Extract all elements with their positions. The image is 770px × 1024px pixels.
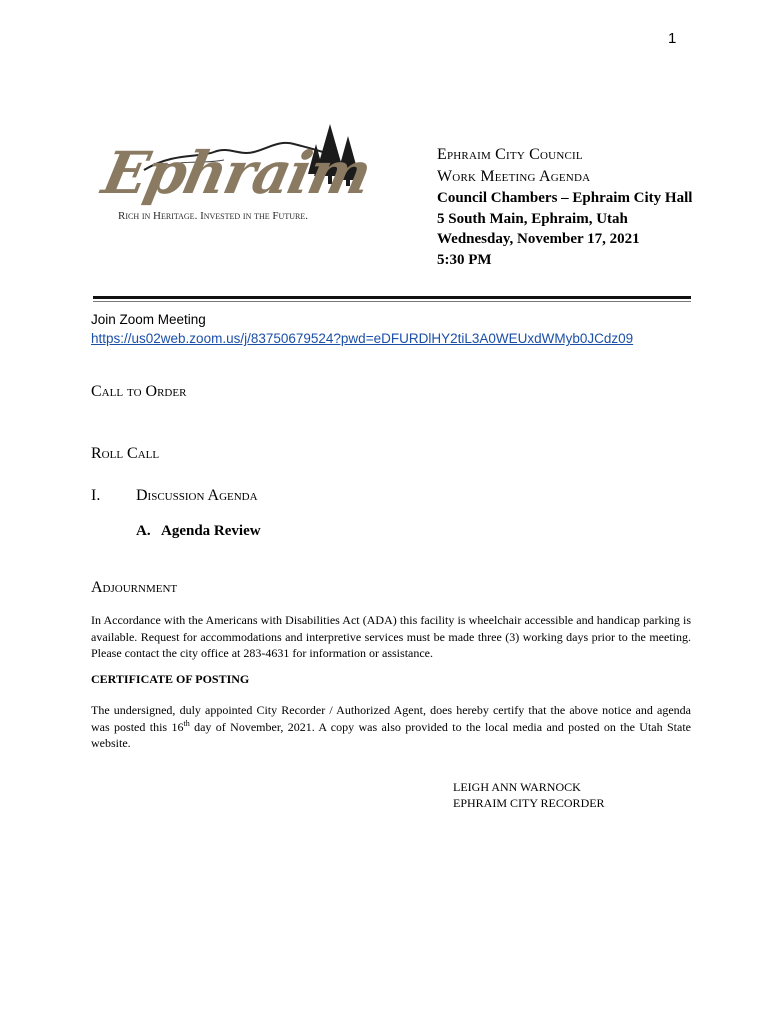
call-to-order-heading [91,383,186,401]
discussion-agenda-heading [136,487,258,505]
meeting-address: 5 South Main, Ephraim, Utah [437,210,628,227]
header-divider-thin [93,301,691,302]
zoom-meeting-link[interactable]: https://us02web.zoom.us/j/83750679524?pwd=eDFURDlHY2tiL3A0WEUxdWMyb0JCdz09 [91,331,634,346]
discussion-agenda-text: Discussion Agenda [136,487,258,504]
page-number: 1 [668,30,677,47]
meeting-time: 5:30 PM [437,251,492,268]
roll-call-text: Roll Call [91,445,160,462]
certificate-body [91,702,691,752]
adjournment-heading [91,579,177,597]
council-title: Ephraim City Council [437,146,583,163]
meeting-location: Council Chambers – Ephraim City Hall [437,190,693,206]
agenda-title: Work Meeting Agenda [437,168,591,185]
agenda-item-a: A. Agenda Review [136,523,261,539]
recorder-title: EPHRAIM CITY RECORDER [453,796,605,810]
certificate-body-sup: th [183,718,190,728]
roll-call-heading [91,445,159,463]
section-number: I. [91,487,101,504]
signature-block [453,779,605,811]
ephraim-logo [96,122,376,232]
adjournment-text: Adjournment [91,579,178,596]
meeting-header [437,144,737,270]
logo-tagline: Rich in Heritage. Invested in the Future. [118,210,308,222]
logo-wordmark: Ephraim [96,139,376,207]
certificate-heading: CERTIFICATE OF POSTING [91,672,250,686]
call-to-order-text: Call to Order [91,383,187,400]
certificate-body-part1: The undersigned, duly appointed City Recorder / Authorized Agent, does hereby certify that the above notice and agenda was posted this 16 [91,703,691,734]
zoom-label: Join Zoom Meeting [91,312,206,327]
meeting-date: Wednesday, November 17, 2021 [437,231,640,247]
recorder-name: LEIGH ANN WARNOCK [453,780,581,794]
header-divider [93,296,691,299]
ada-notice: In Accordance with the Americans with Disabilities Act (ADA) this facility is wheelchair accessible and handicap parking is available. Request for accommodations and interpretive services must be made three (3) working days prior to the meeting. Please contact the city office at 283-4631 for information or assistance. [91,613,691,660]
certificate-body-part2: day of November, 2021. A copy was also provided to the local media and posted on the Utah State website. [91,719,691,750]
